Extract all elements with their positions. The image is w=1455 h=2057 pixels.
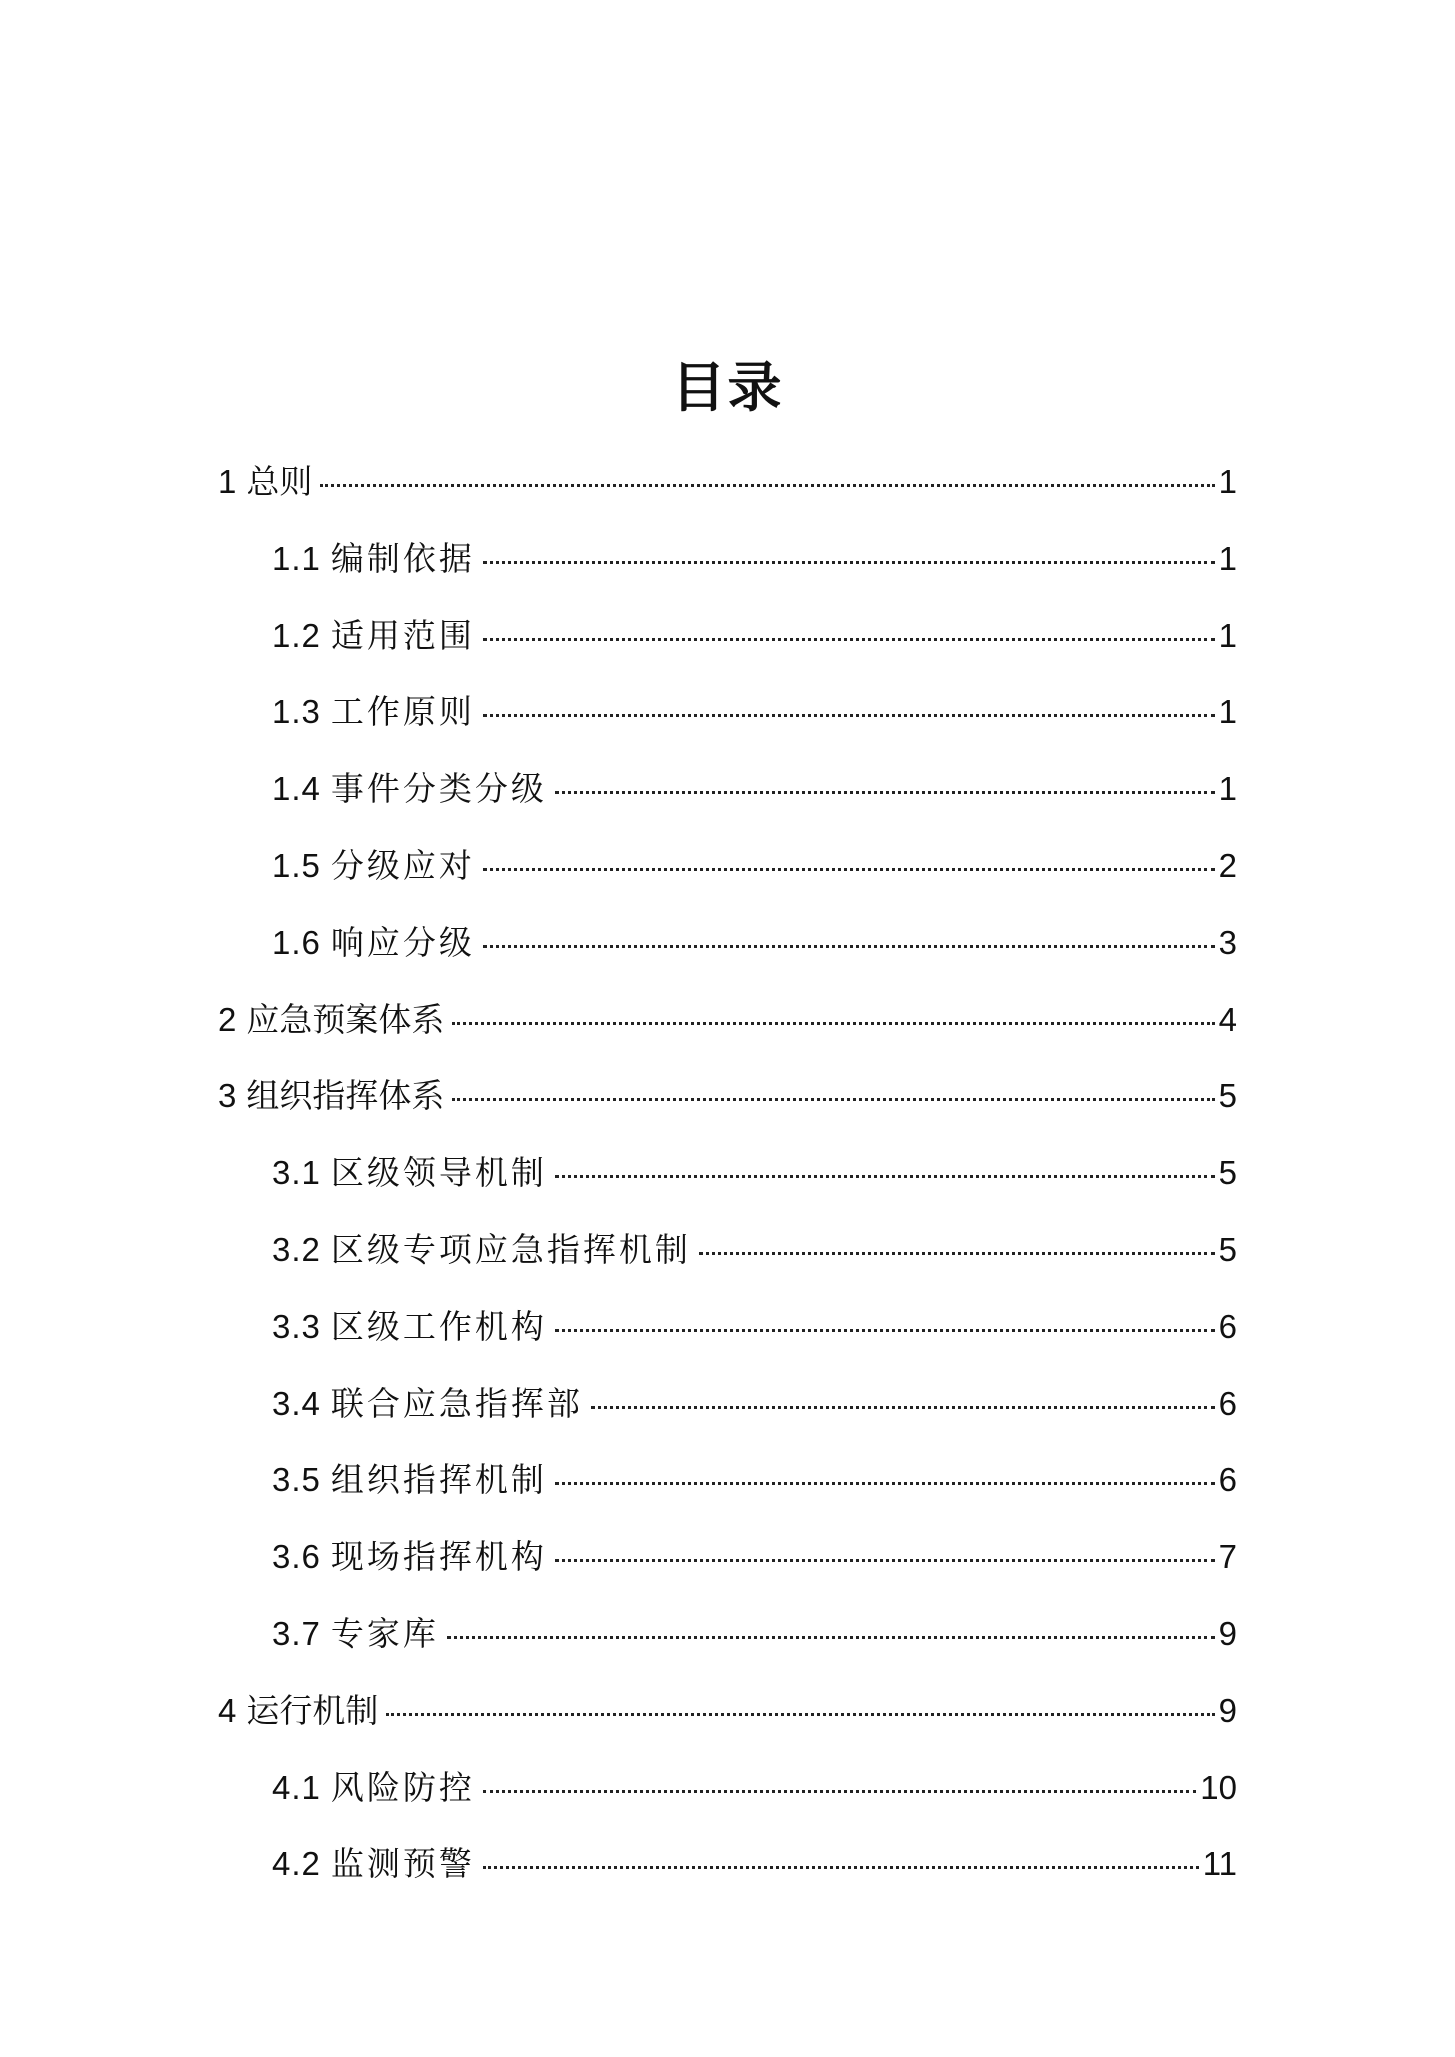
toc-entry-4-1[interactable]	[0, 1758, 1455, 1835]
toc-entry-number: 1.4	[272, 770, 321, 808]
toc-entry-number: 3.3	[272, 1307, 321, 1345]
toc-entry-text: 现场指挥机构	[330, 1537, 547, 1577]
toc-entry-text: 组织指挥机制	[330, 1460, 547, 1500]
toc-entry-number: 4.2	[272, 1845, 321, 1883]
toc-entry-3[interactable]	[0, 1066, 1455, 1143]
toc-entry-number: 4.1	[272, 1768, 321, 1806]
toc-entry-3-1[interactable]	[0, 1143, 1455, 1220]
toc-entry-4[interactable]	[0, 1681, 1455, 1758]
toc-entry-number: 1.3	[272, 693, 321, 731]
toc-entry-1-4[interactable]	[0, 759, 1455, 836]
toc-entry-number: 3.1	[272, 1154, 321, 1192]
toc-entry-number: 3.7	[272, 1614, 321, 1652]
toc-entry-text: 总则	[246, 462, 313, 501]
table-of-contents	[0, 452, 1455, 1911]
toc-entry-number: 1.2	[272, 616, 321, 654]
dot-leader	[555, 1559, 1215, 1562]
toc-page-number: 1	[1218, 616, 1237, 654]
toc-entry-1-3[interactable]	[0, 682, 1455, 759]
dot-leader	[483, 945, 1215, 948]
toc-entry-number: 1.1	[272, 539, 321, 577]
toc-entry-1-1[interactable]	[0, 529, 1455, 606]
toc-entry-text: 事件分类分级	[330, 769, 547, 809]
dot-leader	[699, 1252, 1215, 1255]
toc-entry-number: 3	[218, 1077, 237, 1115]
toc-entry-number: 3.5	[272, 1461, 321, 1499]
dot-leader	[483, 1866, 1199, 1869]
toc-page-number: 4	[1218, 1000, 1237, 1038]
toc-entry-text: 区级工作机构	[330, 1306, 547, 1346]
toc-entry-text: 工作原则	[330, 692, 475, 732]
toc-entry-number: 2	[218, 1000, 237, 1038]
toc-entry-text: 风险防控	[330, 1767, 475, 1807]
toc-page-number: 6	[1218, 1461, 1237, 1499]
toc-page-number: 9	[1218, 1614, 1237, 1652]
dot-leader	[483, 561, 1215, 564]
toc-page-number: 7	[1218, 1538, 1237, 1576]
toc-entry-number: 4	[218, 1691, 237, 1729]
toc-entry-number: 1.6	[272, 923, 321, 961]
toc-page-number: 5	[1218, 1077, 1237, 1115]
toc-entry-number: 3.4	[272, 1384, 321, 1422]
toc-page-number: 11	[1202, 1845, 1237, 1883]
toc-page-number: 9	[1218, 1691, 1237, 1729]
toc-entry-text: 响应分级	[330, 922, 475, 962]
dot-leader	[555, 791, 1215, 794]
toc-page-number: 1	[1218, 693, 1237, 731]
dot-leader	[555, 1482, 1215, 1485]
toc-page-number: 1	[1218, 539, 1237, 577]
toc-page-number: 6	[1218, 1384, 1237, 1422]
toc-entry-3-3[interactable]	[0, 1297, 1455, 1374]
toc-page-number: 1	[1218, 770, 1237, 808]
toc-page-number: 3	[1218, 923, 1237, 961]
toc-entry-2[interactable]	[0, 990, 1455, 1067]
dot-leader	[555, 1329, 1215, 1332]
toc-page-number: 5	[1218, 1230, 1237, 1268]
dot-leader	[483, 638, 1215, 641]
toc-entry-text: 专家库	[330, 1613, 439, 1653]
dot-leader	[591, 1406, 1215, 1409]
toc-page-number: 6	[1218, 1307, 1237, 1345]
dot-leader	[447, 1636, 1215, 1639]
toc-entry-text: 分级应对	[330, 845, 475, 885]
toc-entry-text: 适用范围	[330, 615, 475, 655]
toc-entry-number: 3.2	[272, 1230, 321, 1268]
dot-leader	[555, 1175, 1215, 1178]
toc-entry-1[interactable]	[0, 452, 1455, 529]
page-title: 目录	[671, 356, 784, 419]
toc-entry-1-5[interactable]	[0, 836, 1455, 913]
toc-entry-text: 联合应急指挥部	[330, 1383, 583, 1423]
toc-entry-1-6[interactable]	[0, 913, 1455, 990]
dot-leader	[483, 868, 1215, 871]
dot-leader	[452, 1022, 1214, 1025]
toc-entry-3-7[interactable]	[0, 1604, 1455, 1681]
toc-page-number: 10	[1200, 1768, 1237, 1806]
toc-page-number: 1	[1218, 463, 1237, 500]
toc-entry-text: 运行机制	[246, 1690, 379, 1730]
dot-leader	[320, 484, 1214, 487]
toc-entry-3-5[interactable]	[0, 1450, 1455, 1527]
dot-leader	[483, 1790, 1196, 1793]
toc-entry-text: 编制依据	[330, 538, 475, 578]
toc-entry-4-2[interactable]	[0, 1834, 1455, 1911]
dot-leader	[452, 1098, 1214, 1101]
toc-entry-text: 组织指挥体系	[246, 1076, 445, 1116]
toc-entry-text: 应急预案体系	[246, 999, 445, 1039]
dot-leader	[386, 1713, 1214, 1716]
toc-entry-1-2[interactable]	[0, 606, 1455, 683]
dot-leader	[483, 714, 1215, 717]
toc-page-number: 5	[1218, 1154, 1237, 1192]
toc-entry-text: 区级领导机制	[330, 1153, 547, 1193]
toc-entry-text: 监测预警	[330, 1844, 475, 1884]
toc-entry-3-2[interactable]	[0, 1220, 1455, 1297]
toc-entry-number: 1	[218, 463, 237, 500]
toc-entry-3-6[interactable]	[0, 1527, 1455, 1604]
toc-entry-number: 1.5	[272, 846, 321, 884]
toc-page-number: 2	[1218, 846, 1237, 884]
toc-entry-text: 区级专项应急指挥机制	[330, 1229, 691, 1269]
toc-entry-3-4[interactable]	[0, 1374, 1455, 1451]
toc-entry-number: 3.6	[272, 1538, 321, 1576]
